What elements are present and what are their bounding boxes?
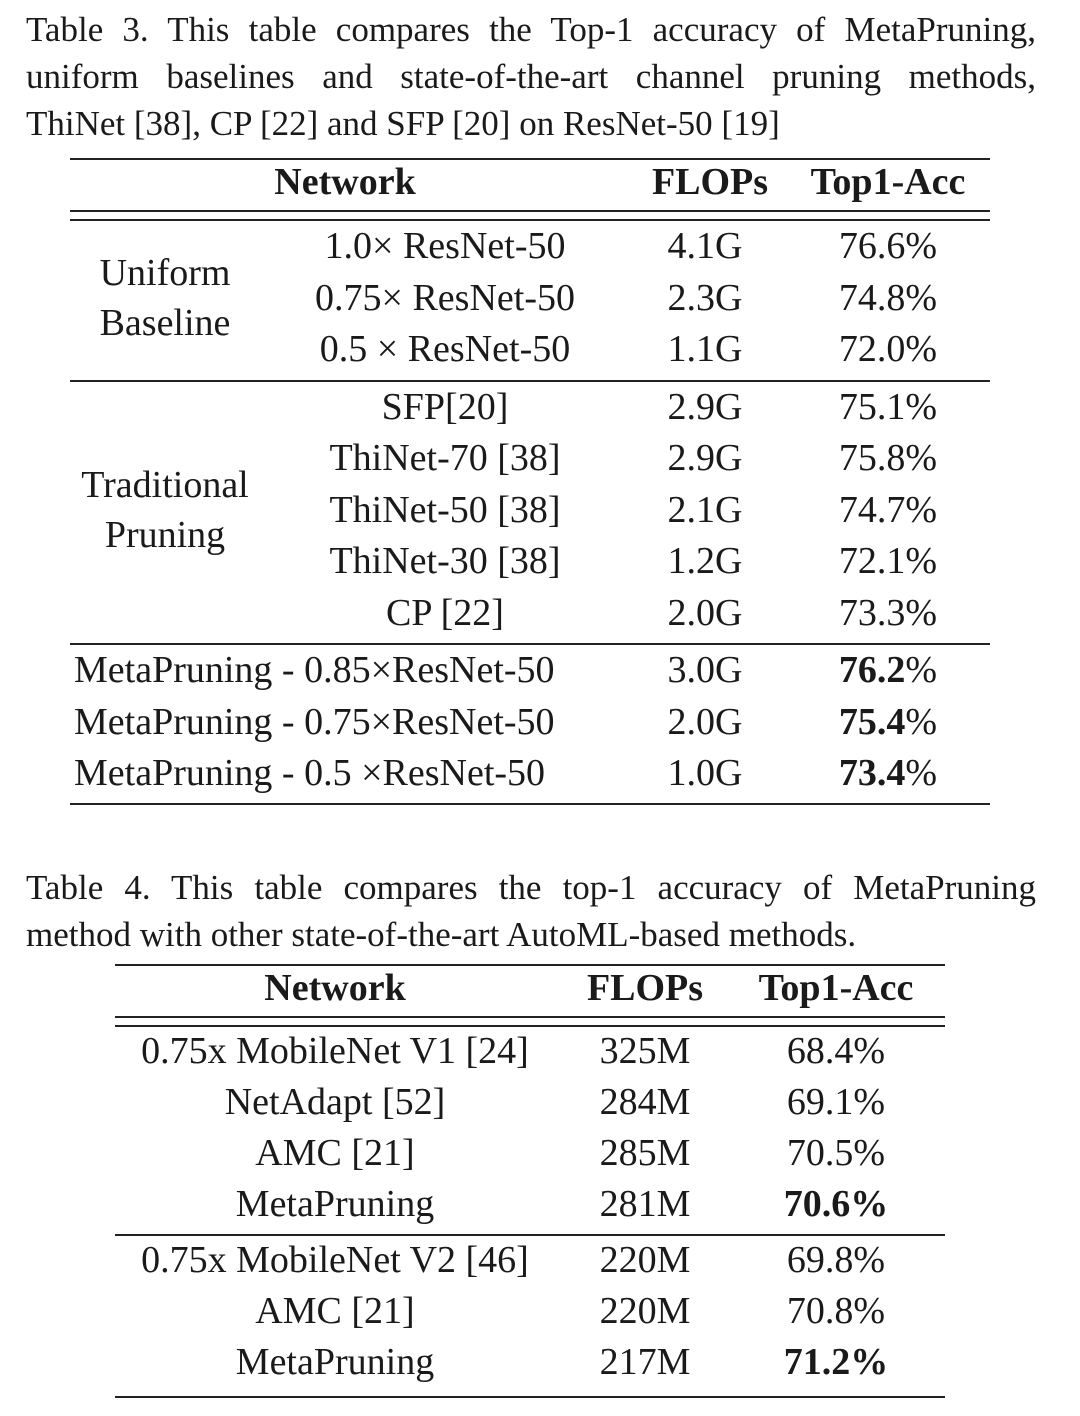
table3-cell-network: ThiNet-30 [38] [329, 540, 561, 582]
table3-header-rule-2 [70, 219, 990, 221]
table3-cell-flops: 2.1G [667, 488, 743, 531]
table3-cell-flops: 2.9G [667, 437, 743, 479]
table3-caption-line-2: uniform baselines and state-of-the-art channel pruning methods, [26, 57, 1036, 96]
table4-cell-network: 0.75x MobileNet V2 [46] [141, 1239, 529, 1281]
table3-group-rule [70, 643, 990, 645]
table3-bottom-rule [70, 803, 990, 805]
table4-cell-top1acc: 69.1% [786, 1081, 886, 1123]
table3-cell-network: ThiNet-50 [38] [329, 488, 561, 531]
table4-cell-network: MetaPruning [235, 1183, 435, 1225]
acc-value: 76.2 [838, 649, 906, 691]
table3-header-network: Network [274, 161, 416, 203]
table4-cell-flops: 220M [599, 1290, 691, 1332]
percent-sign: % [905, 649, 938, 691]
table4-cell-network: 0.75x MobileNet V1 [24] [141, 1030, 529, 1072]
table4-cell-flops: 281M [599, 1183, 691, 1225]
table3-cell-top1acc [798, 699, 978, 745]
table4-cell-network: MetaPruning [235, 1341, 435, 1383]
table3-cell-top1acc [798, 750, 978, 796]
table3-cell-top1acc: 74.8% [838, 276, 938, 319]
table3-cell-flops: 2.0G [667, 591, 743, 634]
table4-cell-top1acc: 70.6% [783, 1183, 889, 1225]
table4-caption-line-1: Table 4. This table compares the top-1 accuracy of MetaPruning [26, 868, 1036, 907]
table4-caption-line-2: method with other state-of-the-art AutoML-based methods. [26, 915, 857, 954]
table4-cell-top1acc: 71.2% [783, 1341, 889, 1383]
table4-cell-flops: 217M [599, 1341, 691, 1383]
table3-cell-top1acc: 76.6% [838, 225, 938, 267]
table3-cell-top1acc: 75.8% [838, 437, 938, 479]
table3-cell-flops: 1.0G [667, 752, 743, 794]
table3-cell-flops: 3.0G [667, 649, 743, 691]
table3-caption-line-1: Table 3. This table compares the Top-1 accuracy of MetaPruning, [26, 10, 1036, 49]
table3-cell-network: 0.75× ResNet-50 [315, 276, 575, 319]
percent-sign: % [905, 752, 938, 794]
table4-header-flops: FLOPs [586, 967, 704, 1009]
table4-cell-top1acc: 69.8% [786, 1239, 886, 1281]
table3-header-flops: FLOPs [651, 161, 769, 203]
table4-cell-top1acc: 70.8% [786, 1290, 886, 1332]
table3-cell-network: MetaPruning - 0.5 ×ResNet-50 [74, 752, 546, 794]
table4-cell-flops: 285M [599, 1132, 691, 1174]
table3-cell-top1acc: 72.0% [838, 328, 938, 370]
table3-caption-line-3: ThiNet [38], CP [22] and SFP [20] on ResNet-50 [19] [26, 104, 780, 143]
table3-cell-flops: 4.1G [667, 225, 743, 267]
table4-cell-network: AMC [21] [255, 1290, 415, 1332]
table3-cell-network: 0.5 × ResNet-50 [319, 328, 571, 370]
table4-header-top1acc: Top1-Acc [758, 967, 914, 1009]
table3-cell-network: ThiNet-70 [38] [329, 437, 561, 479]
table3-caption [26, 6, 1036, 147]
table4-caption [26, 864, 1036, 958]
table3-cell-flops: 2.3G [667, 276, 743, 319]
table4-bottom-rule [115, 1396, 945, 1398]
table3-cell-top1acc: 75.1% [838, 385, 938, 428]
acc-value: 75.4 [838, 700, 906, 743]
table3-cell-flops: 2.9G [667, 385, 743, 428]
table3-group-rule [70, 380, 990, 382]
table4-group-rule [115, 1234, 945, 1236]
table4-cell-network: AMC [21] [255, 1132, 415, 1174]
table3-header-rule-1 [70, 210, 990, 212]
table3-cell-top1acc: 74.7% [838, 488, 938, 531]
table4-cell-flops: 325M [599, 1030, 691, 1072]
table3-header-top1acc: Top1-Acc [810, 161, 966, 203]
table3-group-label: Traditional [81, 464, 249, 507]
table3-cell-flops: 2.0G [667, 700, 743, 743]
table4-header-rule-1 [115, 1016, 945, 1018]
table4-cell-flops: 220M [599, 1239, 691, 1281]
table4-cell-top1acc: 70.5% [786, 1132, 886, 1174]
table3-cell-network: CP [22] [386, 591, 504, 634]
table3-cell-top1acc: 72.1% [838, 540, 938, 582]
table4-header-network: Network [264, 967, 406, 1009]
table3-cell-network: SFP[20] [381, 385, 509, 428]
table4-cell-top1acc: 68.4% [786, 1030, 886, 1072]
table4-cell-network: NetAdapt [52] [224, 1081, 446, 1123]
table3-cell-network: 1.0× ResNet-50 [324, 225, 566, 267]
table4-cell-flops: 284M [599, 1081, 691, 1123]
table3-cell-network: MetaPruning - 0.85×ResNet-50 [74, 649, 555, 691]
acc-value: 73.4 [838, 752, 906, 794]
percent-sign: % [905, 700, 938, 743]
table3-cell-top1acc [798, 647, 978, 693]
table3-group-label: Uniform [99, 252, 231, 295]
table3-cell-flops: 1.2G [667, 540, 743, 582]
table3-cell-flops: 1.1G [667, 328, 743, 370]
table3-cell-network: MetaPruning - 0.75×ResNet-50 [74, 700, 555, 743]
table3-group-label: Pruning [104, 514, 226, 557]
table3-group-label: Baseline [99, 302, 231, 345]
table3-cell-top1acc: 73.3% [838, 591, 938, 634]
table4-header-rule-2 [115, 1025, 945, 1027]
